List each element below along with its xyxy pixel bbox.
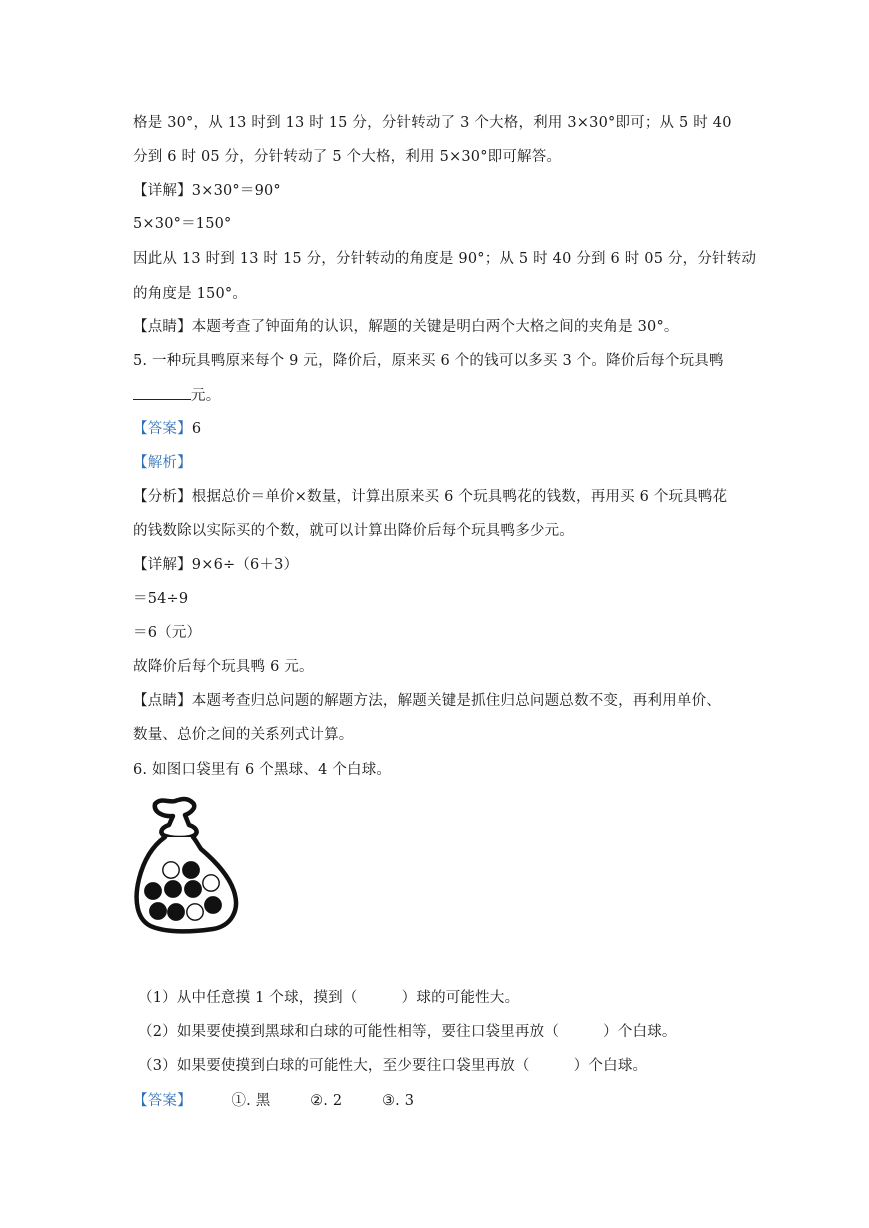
text-line: ＝6（元） xyxy=(133,625,202,641)
black-ball xyxy=(185,881,201,897)
white-ball xyxy=(163,862,179,878)
answer-6 xyxy=(133,1091,414,1111)
text-line: 格是 30°，从 13 时到 13 时 15 分，分针转动了 3 个大格，利用 3×30°即可；从 5 时 40 xyxy=(133,115,732,131)
answer-5 xyxy=(133,419,201,439)
text-line: 的钱数除以实际买的个数，就可以计算出降价后每个玩具鸭多少元。 xyxy=(133,523,574,539)
white-ball xyxy=(203,875,219,891)
ball-bag-figure xyxy=(131,795,243,935)
bag-knot xyxy=(155,799,197,838)
detail-line: 【详解】3×30°＝90° xyxy=(133,183,281,199)
black-ball xyxy=(183,862,199,878)
answer-tag: 【答案】 xyxy=(133,1093,192,1109)
comment-line: 【点睛】本题考查了钟面角的认识，解题的关键是明白两个大格之间的夹角是 30°。 xyxy=(133,319,679,335)
question-5: 5. 一种玩具鸭原来每个 9 元，降价后，原来买 6 个的钱可以多买 3 个。降价后每个玩具鸭 xyxy=(133,353,724,369)
question-6: 6. 如图口袋里有 6 个黑球、4 个白球。 xyxy=(133,762,392,778)
black-ball xyxy=(168,904,184,920)
question-6-part-3: （3）如果要使摸到白球的可能性大，至少要往口袋里再放（ ）个白球。 xyxy=(138,1058,648,1074)
black-ball xyxy=(145,883,161,899)
black-ball xyxy=(150,903,166,919)
black-ball xyxy=(165,881,181,897)
text-line: 的角度是 150°。 xyxy=(133,286,248,302)
text-line: ＝54÷9 xyxy=(133,591,189,607)
text-line: 因此从 13 时到 13 时 15 分，分针转动的角度是 90°；从 5 时 40 分到 6 时 05 分，分针转动 xyxy=(133,251,757,267)
question-5-unit: 元。 xyxy=(191,388,221,404)
answer-6-2: ②. 2 xyxy=(310,1093,343,1109)
question-6-part-2: （2）如果要使摸到黑球和白球的可能性相等，要往口袋里再放（ ）个白球。 xyxy=(138,1024,677,1040)
answer-blank xyxy=(133,385,191,400)
question-6-part-1: （1）从中任意摸 1 个球，摸到（ ）球的可能性大。 xyxy=(138,990,520,1006)
text-line: 分到 6 时 05 分，分针转动了 5 个大格，利用 5×30°即可解答。 xyxy=(133,149,562,165)
detail-line: 【详解】9×6÷（6＋3） xyxy=(133,557,299,573)
answer-value: 6 xyxy=(191,421,202,437)
analysis-tag: 【解析】 xyxy=(133,455,192,471)
answer-6-3: ③. 3 xyxy=(381,1093,415,1109)
black-ball xyxy=(205,897,221,913)
comment-line: 【点睛】本题考查归总问题的解题方法，解题关键是抓住归总问题总数不变，再利用单价、 xyxy=(133,693,721,709)
text-line: 故降价后每个玩具鸭 6 元。 xyxy=(133,659,314,675)
text-line: 5×30°＝150° xyxy=(133,216,232,232)
answer-tag: 【答案】 xyxy=(133,421,192,437)
answer-6-1: ①. 黑 xyxy=(231,1093,271,1109)
question-5-blank-line xyxy=(133,385,220,406)
text-line: 数量、总价之间的关系列式计算。 xyxy=(133,727,354,743)
analysis-line: 【分析】根据总价＝单价×数量，计算出原来买 6 个玩具鸭花的钱数，再用买 6 个玩具鸭花 xyxy=(133,489,728,505)
white-ball xyxy=(187,904,203,920)
